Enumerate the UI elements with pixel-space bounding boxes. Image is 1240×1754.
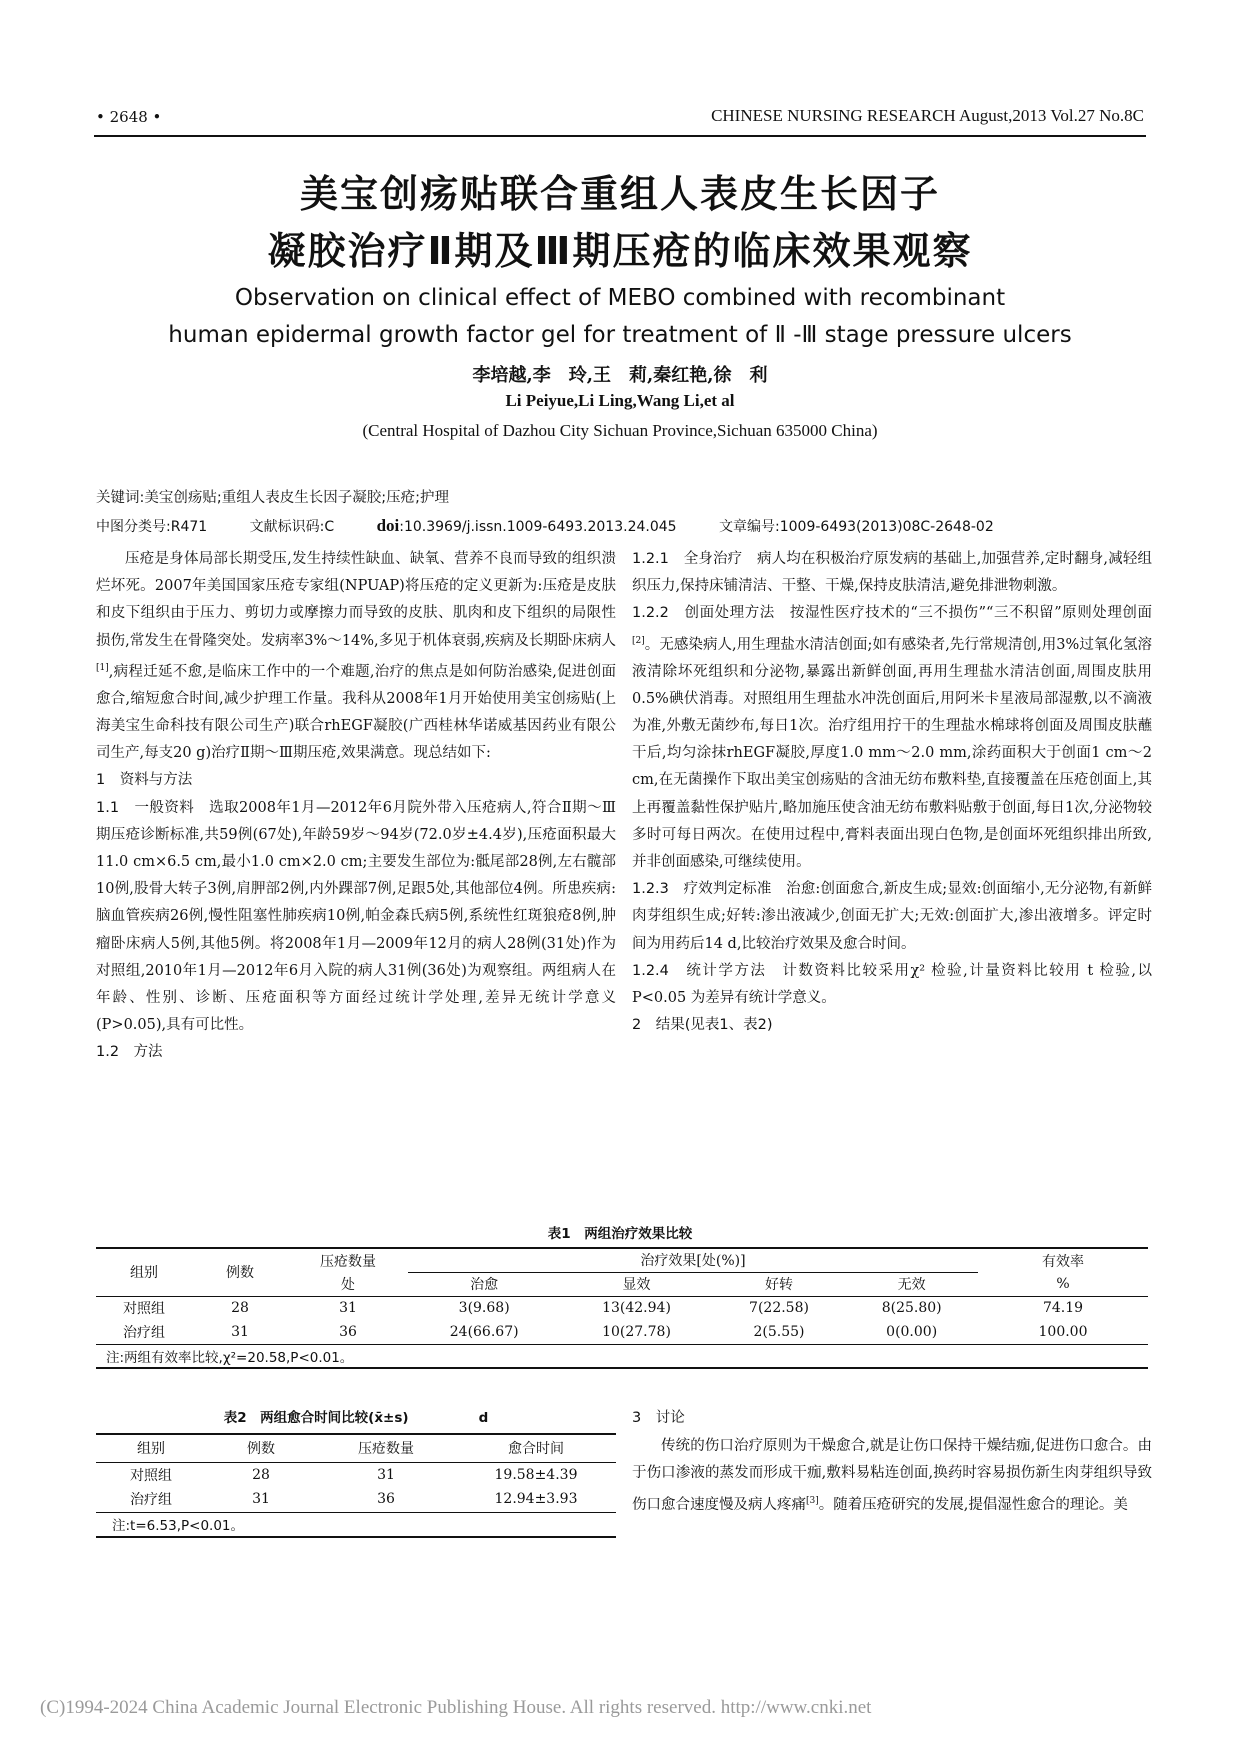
table2	[96, 1433, 616, 1538]
copyright-footer: (C)1994-2024 China Academic Journal Electronic Publishing House. All rights reserved. http://www.cnki.net	[40, 1697, 872, 1718]
table1-header-cured: 治愈	[408, 1272, 560, 1296]
table1	[96, 1247, 1148, 1369]
doi-value: :10.3969/j.issn.1009-6493.2013.24.045	[399, 519, 677, 535]
section-heading-1: 1 资料与方法	[96, 772, 193, 789]
section-1-2-2: 1.2.2 创面处理方法 按湿性医疗技术的“三不损伤”“三不积留”原则处理创面[2]。无感染病人,用生理盐水清洁创面;如有感染者,先行常规清创,用3%过氧化氢溶液清除坏死组织和分泌物,暴露出新鲜创面,再用生理盐水清洁创面,周围皮肤用0.5%碘伏消毒。对照组用生理盐水冲洗创面后,用阿米卡星液局部湿敷,以不滴液为准,外敷无菌纱布,每日1次。治疗组用拧干的生理盐水棉球将创面及周围皮肤蘸干后,均匀涂抹rhEGF凝胶,厚度1.0 mm～2.0 mm,涂药面积大于创面1 cm～2 cm,在无菌操作下取出美宝创疡贴的含油无纺布敷料垫,直接覆盖在压疮创面上,其上再覆盖黏性保护贴片,略加施压使含油无纺布敷料贴敷于创面,每日1次,分泌物较多时可每日两次。在使用过程中,膏料表面出现白色物,是创面坏死组织排出所致,并非创面感染,可继续使用。	[632, 605, 1152, 871]
table-row: 对照组 28 31 3(9.68) 13(42.94) 7(22.58) 8(25.80) 74.19	[123, 1300, 1084, 1318]
doi-label: doi	[376, 516, 400, 535]
keywords: 关键词:美宝创疡贴;重组人表皮生长因子凝胶;压疮;护理	[96, 490, 450, 506]
clc-number: 中图分类号:R471	[96, 519, 208, 535]
authors-en: Li Peiyue,Li Ling,Wang Li,et al	[505, 391, 735, 410]
authors-cn: 李培越,李 玲,王 莉,秦红艳,徐 利	[472, 365, 768, 386]
section-heading-1-2: 1.2 方法	[96, 1044, 163, 1061]
header-rule	[94, 135, 1146, 137]
section-heading-2: 2 结果(见表1、表2)	[632, 1017, 773, 1034]
table1-header-improved: 好转	[713, 1272, 846, 1296]
title-cn-line1: 美宝创疡贴联合重组人表皮生长因子	[299, 172, 940, 216]
table2-title: 表2 两组愈合时间比较(x̄±s)	[223, 1410, 409, 1426]
classification-line	[96, 516, 1156, 536]
intro-paragraph: 压疮是身体局部长期受压,发生持续性缺血、缺氧、营养不良而导致的组织溃烂坏死。2007年美国国家压疮专家组(NPUAP)将压疮的定义更新为:压疮是皮肤和皮下组织由于压力、剪切力或摩擦力而导致的皮肤、肌肉和皮下组织的局限性损伤,常发生在骨隆突处。发病率3%～14%,多见于机体衰弱,疾病及长期卧床病人[1],病程迁延不愈,是临床工作中的一个难题,治疗的焦点是如何防治感染,促进创面愈合,缩短愈合时间,减少护理工作量。我科从2008年1月开始使用美宝创疡贴(上海美宝生命科技有限公司生产)联合rhEGF凝胶(广西桂林华诺威基因药业有限公司生产,每支20 g)治疗Ⅱ期～Ⅲ期压疮,效果满意。现总结如下:	[96, 551, 616, 762]
section-1-2-1: 1.2.1 全身治疗 病人均在积极治疗原发病的基础上,加强营养,定时翻身,减轻组织压力,保持床铺清洁、干整、干燥,保持皮肤清洁,避免排泄物刺激。	[632, 551, 1152, 595]
table-row: 治疗组 31 36 12.94±3.93	[130, 1491, 578, 1509]
table1-header-ulcers-unit: 处	[288, 1272, 408, 1296]
title-en-line2: human epidermal growth factor gel for treatment of Ⅱ -Ⅲ stage pressure ulcers	[168, 322, 1072, 348]
table2-unit: d	[478, 1410, 489, 1426]
table2-header-cases: 例数	[206, 1434, 316, 1462]
title-en-line1: Observation on clinical effect of MEBO combined with recombinant	[234, 285, 1006, 311]
table1-header-cases: 例数	[192, 1248, 288, 1296]
discussion-paragraph: 传统的伤口治疗原则为干燥愈合,就是让伤口保持干燥结痂,促进伤口愈合。由于伤口渗液的蒸发而形成干痂,敷料易粘连创面,换药时容易损伤新生肉芽组织导致伤口愈合速度慢及病人疼痛[3]。随着压疮研究的发展,提倡湿性愈合的理论。美	[632, 1437, 1152, 1513]
table1-header-effect: 治疗效果[处(%)]	[408, 1248, 978, 1272]
table1-caption: 表1 两组治疗效果比较	[547, 1226, 693, 1242]
citation-3[interactable]: [3]	[806, 1495, 819, 1506]
document-code: 文献标识码:C	[249, 519, 335, 535]
left-column	[96, 546, 616, 1067]
journal-header: CHINESE NURSING RESEARCH August,2013 Vol.27 No.8C	[711, 106, 1144, 125]
page-number: • 2648 •	[96, 108, 162, 126]
table-row: 治疗组 31 36 24(66.67) 10(27.78) 2(5.55) 0(0.00) 100.00	[123, 1323, 1088, 1341]
section-1-1: 1.1 一般资料 选取2008年1月—2012年6月院外带入压疮病人,符合Ⅱ期～Ⅲ期压疮诊断标准,共59例(67处),年龄59岁～94岁(72.0岁±4.4岁),压疮面积最大11.0 cm×6.5 cm,最小1.0 cm×2.0 cm;主要发生部位为:骶尾部28例,左右髋部10例,股骨大转子3例,肩胛部2例,内外踝部7例,足跟5处,其他部位4例。所患疾病:脑血管疾病26例,慢性阻塞性肺疾病10例,帕金森氏病5例,系统性红斑狼疮8例,肿瘤卧床病人5例,其他5例。将2008年1月—2009年12月的病人28例(31处)作为对照组,2010年1月—2012年6月入院的病人31例(36处)为观察组。两组病人在年龄、性别、诊断、压疮面积等方面经过统计学处理,差异无统计学意义(P>0.05),具有可比性。	[96, 799, 617, 1034]
citation-1[interactable]: [1]	[96, 662, 109, 673]
table1-header-group: 组别	[96, 1248, 192, 1296]
table2-note: 注:t=6.53,P<0.01。	[96, 1512, 616, 1537]
affiliation: (Central Hospital of Dazhou City Sichuan Province,Sichuan 635000 China)	[362, 421, 878, 440]
citation-2[interactable]: [2]	[632, 635, 645, 646]
table1-header-invalid: 无效	[845, 1272, 978, 1296]
section-heading-3: 3 讨论	[632, 1410, 685, 1426]
table2-header-group: 组别	[96, 1434, 206, 1462]
title-cn-line2: 凝胶治疗Ⅱ期及Ⅲ期压疮的临床效果观察	[267, 229, 973, 273]
table1-header-rate: 有效率	[978, 1248, 1148, 1272]
table1-header-ulcers: 压疮数量	[288, 1248, 408, 1272]
table1-note: 注:两组有效率比较,χ²=20.58,P<0.01。	[96, 1344, 1148, 1368]
table2-header-time: 愈合时间	[456, 1434, 616, 1462]
table1-header-marked: 显效	[560, 1272, 712, 1296]
table2-header-ulcers: 压疮数量	[316, 1434, 456, 1462]
doi	[376, 516, 677, 535]
table2-caption	[96, 1406, 616, 1426]
discussion-section	[632, 1405, 1152, 1519]
article-number: 文章编号:1009-6493(2013)08C-2648-02	[719, 519, 994, 535]
section-1-2-4: 1.2.4 统计学方法 计数资料比较采用χ² 检验,计量资料比较用 t 检验,以 P<0.05 为差异有统计学意义。	[632, 962, 1152, 1007]
right-column	[632, 546, 1152, 1039]
section-1-2-3: 1.2.3 疗效判定标准 治愈:创面愈合,新皮生成;显效:创面缩小,无分泌物,有新鲜肉芽组织生成;好转:渗出液减少,创面无扩大;无效:创面扩大,渗出液增多。评定时间为用药后14 d,比较治疗效果及愈合时间。	[632, 881, 1152, 952]
table1-header-rate-unit: %	[978, 1272, 1148, 1296]
table-row: 对照组 28 31 19.58±4.39	[130, 1466, 578, 1484]
